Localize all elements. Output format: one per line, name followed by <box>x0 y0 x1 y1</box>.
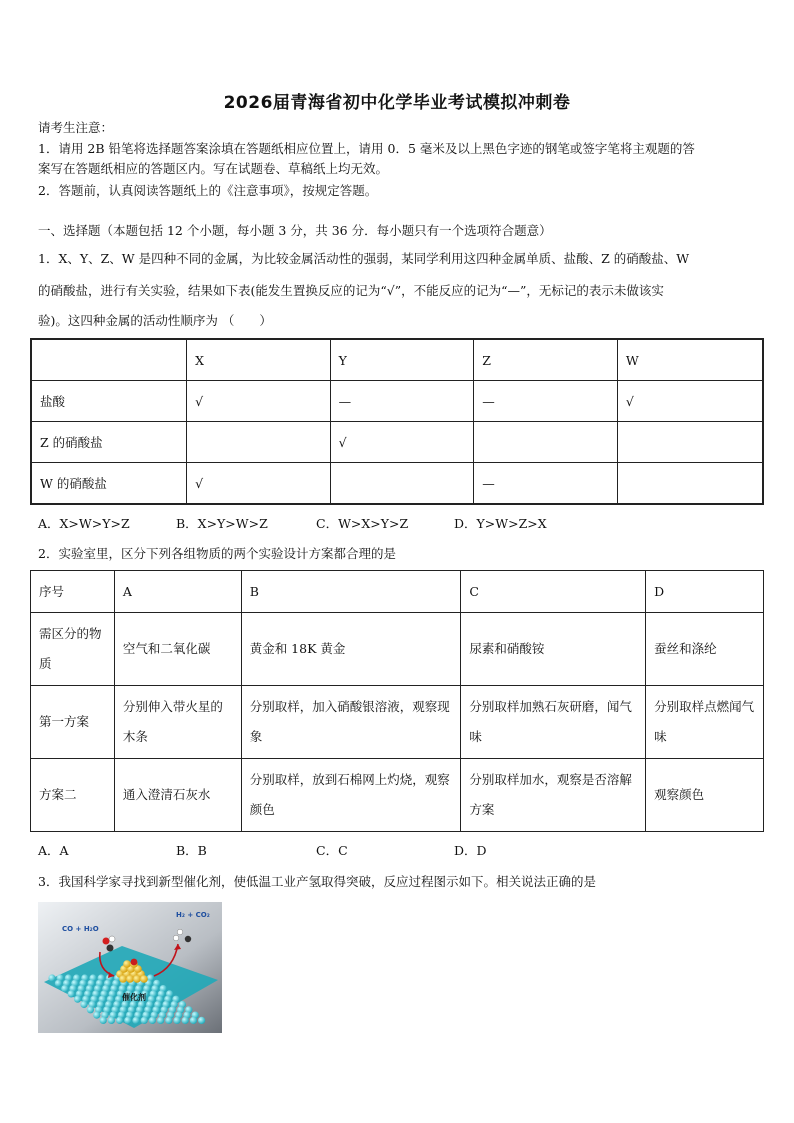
table-cell: √ <box>330 422 474 463</box>
question-stem: 验)。这四种金属的活动性顺序为 （ ） <box>38 313 272 328</box>
surface-atom <box>124 1017 131 1024</box>
carbon-atom <box>185 936 191 942</box>
option-c[interactable]: C．W>X>Y>Z <box>316 516 409 531</box>
table-cell <box>31 339 187 381</box>
table-cell: W 的硝酸盐 <box>31 463 187 505</box>
page-title: 2026届青海省初中化学毕业考试模拟冲刺卷 <box>223 93 571 113</box>
cluster-atom <box>119 975 127 983</box>
table-cell: √ <box>187 381 331 422</box>
cluster-atom <box>133 975 141 983</box>
table-cell <box>474 422 618 463</box>
surface-atom <box>173 1017 180 1024</box>
option-c[interactable]: C．C <box>316 843 348 858</box>
table-header-row <box>31 339 763 381</box>
q2-table <box>30 570 764 832</box>
table-cell: 空气和二氧化碳 <box>114 613 241 686</box>
option-b[interactable]: B．B <box>176 843 207 858</box>
catalyst-reaction-figure <box>38 902 222 1033</box>
surface-atom <box>68 990 75 997</box>
table-row <box>31 686 764 759</box>
surface-atom <box>74 996 81 1003</box>
table-cell: W <box>617 339 763 381</box>
table-row <box>31 759 764 832</box>
table-cell: √ <box>187 463 331 505</box>
table-cell: B <box>241 571 461 613</box>
surface-atom <box>165 1017 172 1024</box>
table-cell <box>330 463 474 505</box>
table-cell: A <box>114 571 241 613</box>
table-cell: Y <box>330 339 474 381</box>
surface-atom <box>100 1017 107 1024</box>
hydrogen-atom <box>109 936 115 942</box>
option-a[interactable]: A．X>W>Y>Z <box>38 516 130 531</box>
surface-atom <box>80 1001 87 1008</box>
surface-atom <box>116 1017 123 1024</box>
question-stem: 2．实验室里，区分下列各组物质的两个实验设计方案都合理的是 <box>38 546 396 561</box>
surface-atom <box>149 1017 156 1024</box>
table-cell: 方案二 <box>31 759 115 832</box>
question-stem: 的硝酸盐，进行有关实验，结果如下表(能发生置换反应的记为“√”，不能反应的记为“—”，无标记的表示未做该实 <box>38 283 664 298</box>
table-cell: 分别伸入带火星的木条 <box>114 686 241 759</box>
question-stem: 1．X、Y、Z、W 是四种不同的金属，为比较金属活动性的强弱，某同学利用这四种金属单质、盐酸、Z 的硝酸盐、W <box>38 251 690 266</box>
table-cell: D <box>646 571 764 613</box>
surface-atom <box>157 1017 164 1024</box>
table-cell: 分别取样点燃闻气味 <box>646 686 764 759</box>
option-b[interactable]: B．X>Y>W>Z <box>176 516 268 531</box>
option-d[interactable]: D．D <box>454 843 487 858</box>
table-cell: — <box>330 381 474 422</box>
q1-table <box>30 338 764 505</box>
surface-atom <box>61 985 68 992</box>
table-row <box>31 381 763 422</box>
table-cell: 黄金和 18K 黄金 <box>241 613 461 686</box>
reactant-label: CO + H₂O <box>62 925 99 933</box>
catalyst-label: 催化剂 <box>122 993 146 1002</box>
surface-atom <box>198 1017 205 1024</box>
table-cell: 分别取样加水，观察是否溶解方案 <box>461 759 646 832</box>
notice-heading: 请考生注意： <box>38 120 114 135</box>
table-cell: — <box>474 381 618 422</box>
table-cell: 尿素和硝酸铵 <box>461 613 646 686</box>
table-cell <box>187 422 331 463</box>
option-d[interactable]: D．Y>W>Z>X <box>454 516 547 531</box>
surface-atom <box>55 980 62 987</box>
surface-atom <box>182 1017 189 1024</box>
surface-atom <box>87 1006 94 1013</box>
surface-atom <box>132 1017 139 1024</box>
question-stem: 3．我国科学家寻找到新型催化剂，使低温工业产氢取得突破，反应过程图示如下。相关说法正确的是 <box>38 874 596 889</box>
section-heading: 一、选择题（本题包括 12 个小题，每小题 3 分，共 36 分．每小题只有一个选项符合题意） <box>38 223 552 238</box>
table-cell: 盐酸 <box>31 381 187 422</box>
table-row <box>31 422 763 463</box>
table-cell: 通入澄清石灰水 <box>114 759 241 832</box>
cluster-atom <box>140 975 148 983</box>
table-cell: Z <box>474 339 618 381</box>
table-cell <box>617 422 763 463</box>
oxygen-atom <box>103 938 110 945</box>
surface-atom <box>190 1017 197 1024</box>
table-row <box>31 463 763 505</box>
table-cell: 需区分的物质 <box>31 613 115 686</box>
carbon-atom <box>107 945 114 952</box>
q1-options <box>38 514 547 532</box>
table-row <box>31 613 764 686</box>
table-cell: Z 的硝酸盐 <box>31 422 187 463</box>
notice-item: 2．答题前，认真阅读答题纸上的《注意事项》，按规定答题。 <box>38 183 378 198</box>
table-cell: 分别取样，加入硝酸银溶液，观察现象 <box>241 686 461 759</box>
table-header-row <box>31 571 764 613</box>
table-cell: 观察颜色 <box>646 759 764 832</box>
cluster-atom <box>126 975 134 983</box>
table-cell: 分别取样，放到石棉网上灼烧，观察颜色 <box>241 759 461 832</box>
table-cell: C <box>461 571 646 613</box>
hydrogen-atom <box>177 929 183 935</box>
table-cell: X <box>187 339 331 381</box>
surface-atom <box>108 1017 115 1024</box>
notice-item: 1．请用 2B 铅笔将选择题答案涂填在答题纸相应位置上，请用 0．5 毫米及以上黑色字迹的钢笔或签字笔将主观题的答 <box>38 141 695 156</box>
table-cell: 序号 <box>31 571 115 613</box>
table-cell <box>617 463 763 505</box>
adsorbed-atom <box>131 959 138 966</box>
surface-atom <box>141 1017 148 1024</box>
hydrogen-atom <box>173 935 179 941</box>
table-cell: 蚕丝和涤纶 <box>646 613 764 686</box>
surface-atom <box>48 974 55 981</box>
table-cell: — <box>474 463 618 505</box>
table-cell: 第一方案 <box>31 686 115 759</box>
option-a[interactable]: A．A <box>38 843 69 858</box>
product-label: H₂ + CO₂ <box>176 911 210 919</box>
table-cell: √ <box>617 381 763 422</box>
table-cell: 分别取样加熟石灰研磨，闻气味 <box>461 686 646 759</box>
surface-atom <box>93 1012 100 1019</box>
notice-item: 案写在答题纸相应的答题区内。写在试题卷、草稿纸上均无效。 <box>38 161 389 176</box>
cluster-atom <box>123 960 131 968</box>
q2-options <box>38 841 487 859</box>
